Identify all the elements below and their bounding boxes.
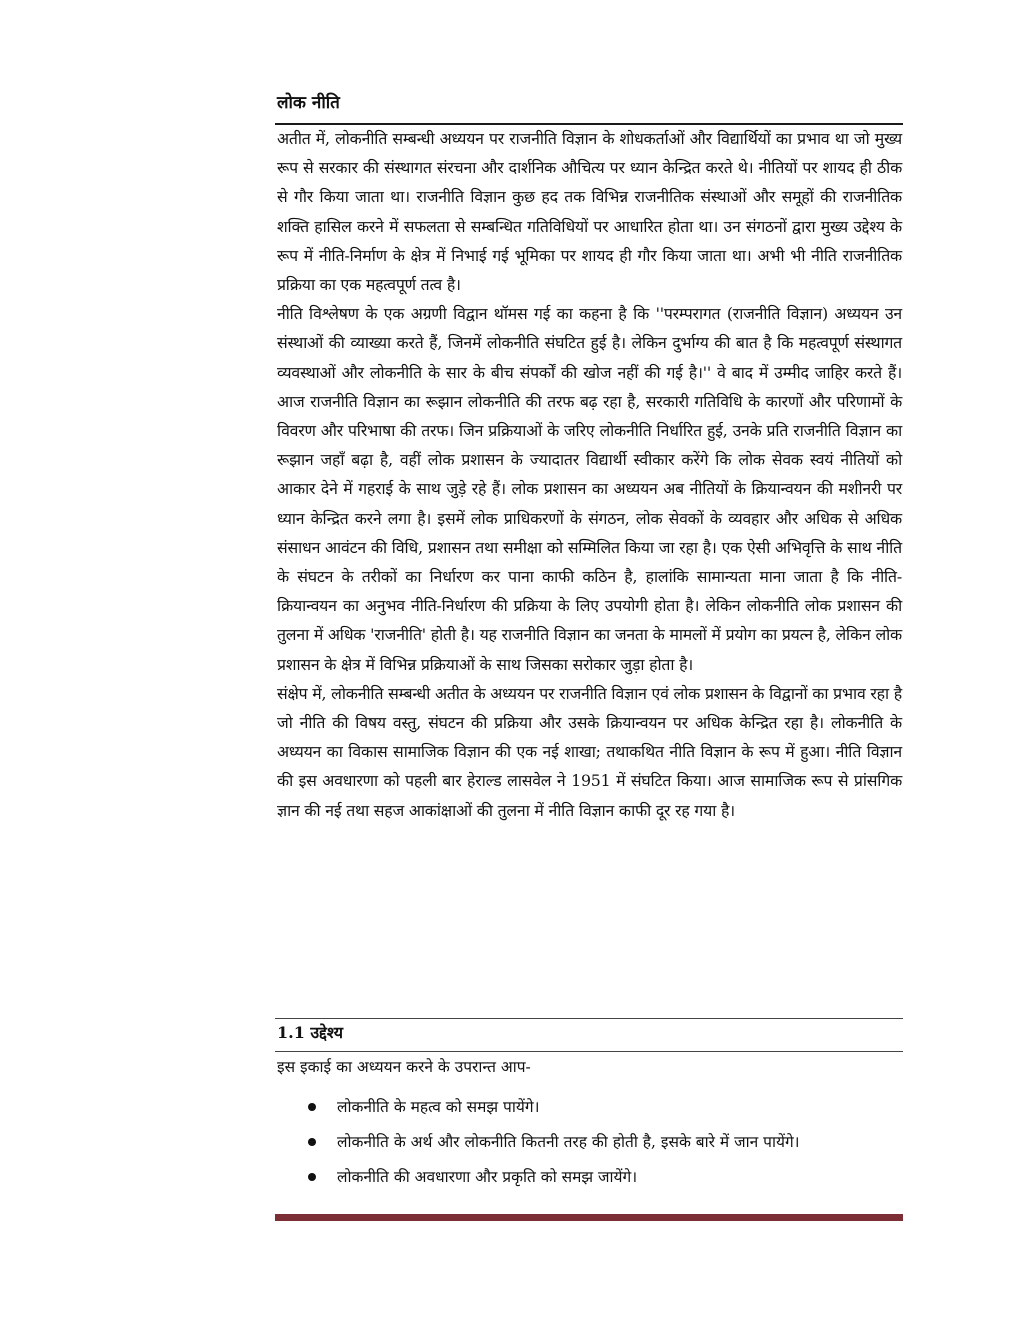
objectives-list xyxy=(305,1094,905,1199)
objective-text: लोकनीति के महत्व को समझ पायेंगे। xyxy=(337,1098,540,1116)
bullet-icon xyxy=(308,1138,316,1146)
objective-text: लोकनीति की अवधारणा और प्रकृति को समझ जायेंगे। xyxy=(337,1168,638,1186)
list-item xyxy=(305,1129,905,1164)
section-divider-top xyxy=(275,1018,903,1019)
footer-bar xyxy=(275,1214,903,1221)
bullet-icon xyxy=(308,1173,316,1181)
bullet-icon xyxy=(308,1103,316,1111)
list-item xyxy=(305,1094,905,1129)
page-title: लोक नीति xyxy=(277,93,340,113)
body-text xyxy=(277,124,902,825)
section-divider-bottom xyxy=(275,1051,903,1052)
objective-text: लोकनीति के अर्थ और लोकनीति कितनी तरह की होती है, इसके बारे में जान पायेंगे। xyxy=(337,1133,800,1151)
paragraph-2: नीति विश्लेषण के एक अग्रणी विद्वान थॉमस गई का कहना है कि ''परम्परागत (राजनीति विज्ञान) अध्ययन उन संस्थाओं की व्याख्या करते हैं, जिनमें लोकनीति संघटित हुई है। लेकिन दुर्भाग्य की बात है कि महत्वपूर्ण संस्थागत व्यवस्थाओं और लोकनीति के सार के बीच संपर्कों की खोज नहीं की गई है।'' वे बाद में उम्मीद जाहिर करते हैं। आज राजनीति विज्ञान का रूझान लोकनीति की तरफ बढ़ रहा है, सरकारी गतिविधि के कारणों और परिणामों के विवरण और परिभाषा की तरफ। जिन प्रक्रियाओं के जरिए लोकनीति निर्धारित हुई, उनके प्रति राजनीति विज्ञान का रूझान जहाँ बढ़ा है, वहीं लोक प्रशासन के ज्यादातर विद्यार्थी स्वीकार करेंगे कि लोक सेवक स्वयं नीतियों को आकार देने में गहराई के साथ जुड़े रहे हैं। लोक प्रशासन का अध्ययन अब नीतियों के क्रियान्वयन की मशीनरी पर ध्यान केन्द्रित करने लगा है। इसमें लोक प्राधिकरणों के संगठन, लोक सेवकों के व्यवहार और अधिक से अधिक संसाधन आवंटन की विधि, प्रशासन तथा समीक्षा को सम्मिलित किया जा रहा है। एक ऐसी अभिवृत्ति के साथ नीति के संघटन के तरीकों का निर्धारण कर पाना काफी कठिन है, हालांकि सामान्यता माना जाता है कि नीति-क्रियान्वयन का अनुभव नीति-निर्धारण की प्रक्रिया के लिए उपयोगी होता है। लेकिन लोकनीति लोक प्रशासन की तुलना में अधिक 'राजनीति' होती है। यह राजनीति विज्ञान का जनता के मामलों में प्रयोग का प्रयत्न है, लेकिन लोक प्रशासन के क्षेत्र में विभिन्न प्रक्रियाओं के साथ जिसका सरोकार जुड़ा होता है। xyxy=(277,304,902,674)
objectives-intro: इस इकाई का अध्ययन करने के उपरान्त आप- xyxy=(277,1058,531,1076)
list-item xyxy=(305,1164,905,1199)
paragraph-1: अतीत में, लोकनीति सम्बन्धी अध्ययन पर राजनीति विज्ञान के शोधकर्ताओं और विद्यार्थियों का प्रभाव था जो मुख्य रूप से सरकार की संस्थागत संरचना और दार्शनिक औचित्य पर ध्यान केन्द्रित करते थे। नीतियों पर शायद ही ठीक से गौर किया जाता था। राजनीति विज्ञान कुछ हद तक विभिन्न राजनीतिक संस्थाओं और समूहों की राजनीतिक शक्ति हासिल करने में सफलता से सम्बन्धित गतिविधियों पर आधारित होता था। उन संगठनों द्वारा मुख्य उद्देश्य के रूप में नीति-निर्माण के क्षेत्र में निभाई गई भूमिका पर शायद ही गौर किया जाता था। अभी भी नीति राजनीतिक प्रक्रिया का एक महत्वपूर्ण तत्व है। xyxy=(277,129,902,295)
document-page xyxy=(275,0,903,1320)
section-heading: 1.1 उद्देश्य xyxy=(277,1023,343,1042)
paragraph-3: संक्षेप में, लोकनीति सम्बन्धी अतीत के अध्ययन पर राजनीति विज्ञान एवं लोक प्रशासन के विद्वानों का प्रभाव रहा है जो नीति की विषय वस्तु, संघटन की प्रक्रिया और उसके क्रियान्वयन पर अधिक केन्द्रित रहा है। लोकनीति के अध्ययन का विकास सामाजिक विज्ञान की एक नई शाखा; तथाकथित नीति विज्ञान के रूप में हुआ। नीति विज्ञान की इस अवधारणा को पहली बार हेराल्ड लासवेल ने 1951 में संघटित किया। आज सामाजिक रूप से प्रांसगिक ज्ञान की नई तथा सहज आकांक्षाओं की तुलना में नीति विज्ञान काफी दूर रह गया है। xyxy=(277,683,902,820)
